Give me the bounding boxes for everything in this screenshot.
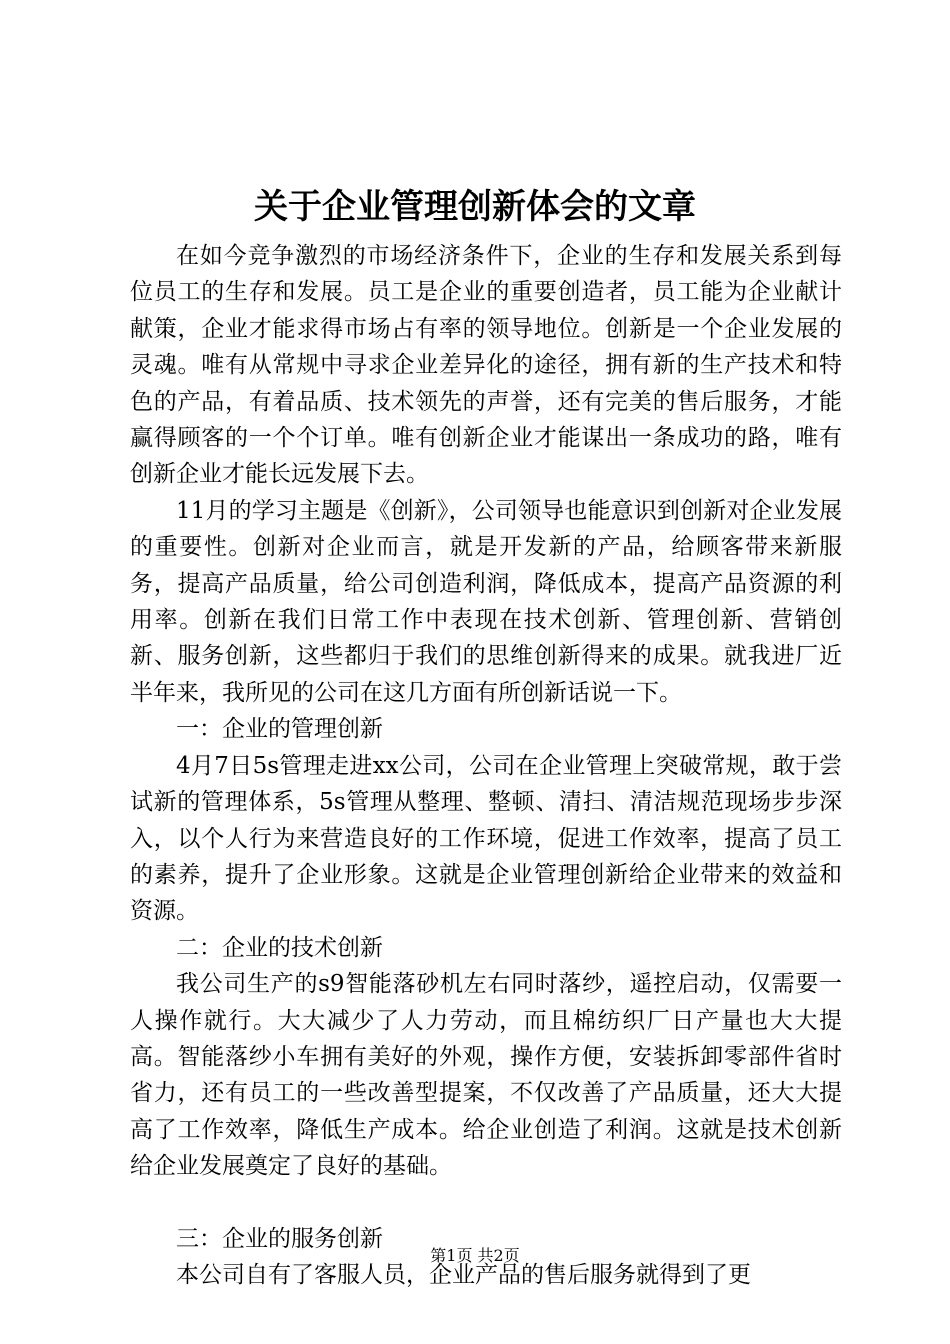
paragraph-innovation-theme: 11月的学习主题是《创新》，公司领导也能意识到创新对企业发展的重要性。创新对企业而言，就是开发新的产品，给顾客带来新服务，提高产品质量，给公司创造利润，降低成本，提高产品资源的利用率。创新在我们日常工作中表现在技术创新、管理创新、营销创新、服务创新，这些都归于我们的思维创新得来的成果。就我进厂近半年来，我所见的公司在这几方面有所创新话说一下。 [130,497,842,706]
document-body [130,238,842,1293]
paragraph-management: 4月7日5s管理走进xx公司，公司在企业管理上突破常规，敢于尝试新的管理体系，5s管理从整理、整顿、清扫、清洁规范现场步步深入，以个人行为来营造良好的工作环境，促进工作效率，提高了员工的素养，提升了企业形象。这就是企业管理创新给企业带来的效益和资源。 [130,752,842,925]
page-footer: 第1页 共2页 [430,1246,520,1265]
document-title: 关于企业管理创新体会的文章 [254,187,696,227]
section-heading-service: 三：企业的服务创新 [176,1225,383,1252]
paragraph-intro: 在如今竞争激烈的市场经济条件下，企业的生存和发展关系到每位员工的生存和发展。员工是企业的重要创造者，员工能为企业献计献策，企业才能求得市场占有率的领导地位。创新是一个企业发展的灵魂。唯有从常规中寻求企业差异化的途径，拥有新的生产技术和特色的产品，有着品质、技术领先的声誉，还有完美的售后服务，才能赢得顾客的一个个订单。唯有创新企业才能谋出一条成功的路，唯有创新企业才能长远发展下去。 [130,243,842,488]
paragraph-service: 本公司自有了客服人员，企业产品的售后服务就得到了更 [176,1261,751,1288]
section-heading-management: 一：企业的管理创新 [176,716,383,743]
paragraph-technology: 我公司生产的s9智能落砂机左右同时落纱，遥控启动，仅需要一人操作就行。大大减少了人力劳动，而且棉纺织厂日产量也大大提高。智能落纱小车拥有美好的外观，操作方便，安装拆卸零部件省时省力，还有员工的一些改善型提案，不仅改善了产品质量，还大大提高了工作效率，降低生产成本。给企业创造了利润。这就是技术创新给企业发展奠定了良好的基础。 [130,971,842,1180]
section-heading-technology: 二：企业的技术创新 [176,934,383,961]
